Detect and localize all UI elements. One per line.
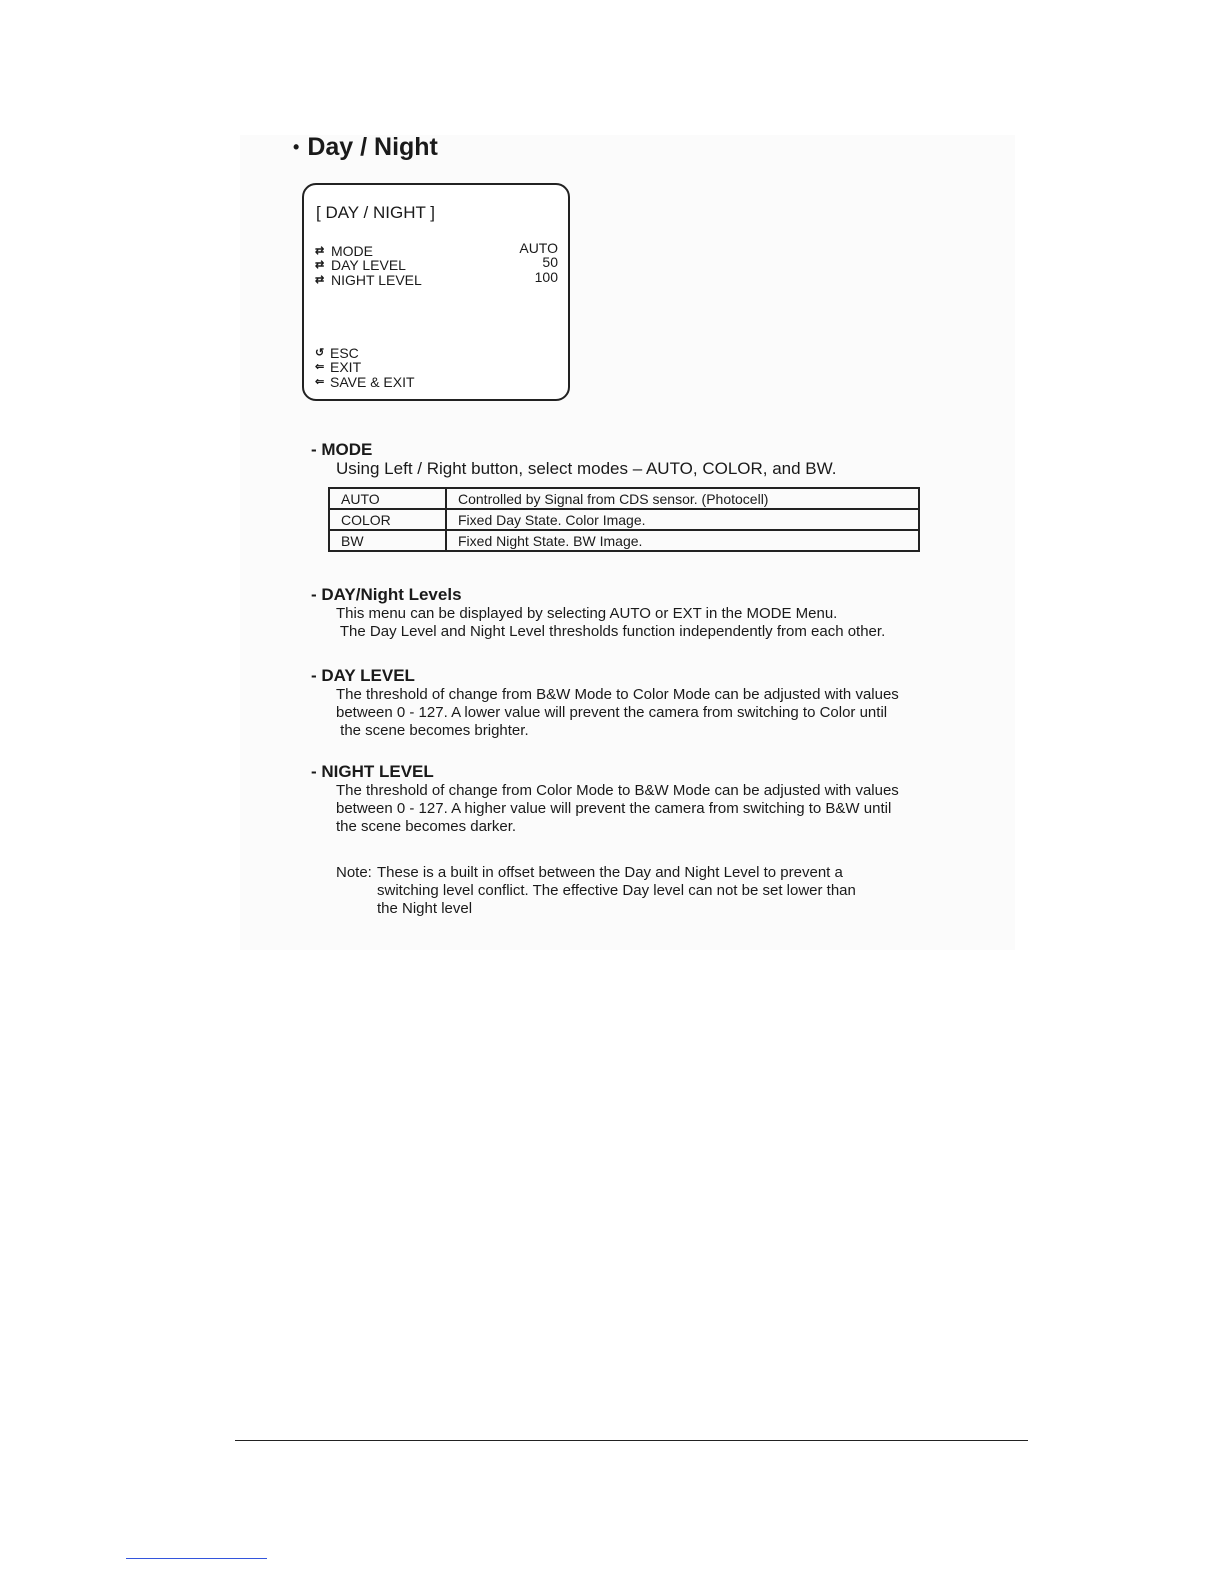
paragraph-line: The threshold of change from Color Mode to B&W Mode can be adjusted with values xyxy=(336,782,899,799)
return-icon: ↺ xyxy=(315,347,325,359)
note-line: switching level conflict. The effective Day level can not be set lower than xyxy=(377,882,856,899)
osd-footer-label: EXIT xyxy=(330,358,362,375)
mode-table xyxy=(328,487,920,552)
osd-menu-title: [ DAY / NIGHT ] xyxy=(316,203,436,222)
levels-heading: - DAY/Night Levels xyxy=(311,585,462,604)
levels-paragraph xyxy=(336,605,885,641)
title-bullet: • xyxy=(293,137,300,157)
table-cell-description: Controlled by Signal from CDS sensor. (Photocell) xyxy=(446,488,919,509)
table-cell-mode: COLOR xyxy=(329,509,446,530)
paragraph-line: the scene becomes brighter. xyxy=(336,722,529,739)
note-line: the Night level xyxy=(377,900,473,917)
table-row xyxy=(329,509,919,530)
note-block xyxy=(336,864,856,918)
osd-row-night-level xyxy=(315,268,558,288)
night-level-paragraph xyxy=(336,782,899,836)
note-line: These is a built in offset between the Day and Night Level to prevent a xyxy=(377,864,843,881)
left-right-arrows-icon: ⇄ xyxy=(315,274,325,286)
mode-heading: - MODE xyxy=(311,440,373,459)
table-row xyxy=(329,488,919,509)
note-body xyxy=(377,864,856,918)
osd-footer-exit xyxy=(315,359,361,374)
day-level-paragraph xyxy=(336,686,899,740)
osd-row-value: 100 xyxy=(534,268,558,285)
osd-footer-label: SAVE & EXIT xyxy=(330,373,415,390)
day-level-heading: - DAY LEVEL xyxy=(311,666,415,685)
osd-footer-save-exit xyxy=(315,374,415,389)
osd-row-label: NIGHT LEVEL xyxy=(331,271,422,288)
title-text: Day / Night xyxy=(307,133,438,161)
paragraph-line: The Day Level and Night Level thresholds function independently from each other. xyxy=(336,623,886,640)
night-level-heading: - NIGHT LEVEL xyxy=(311,762,434,781)
left-right-arrows-icon: ⇄ xyxy=(315,245,325,257)
osd-row-label: DAY LEVEL xyxy=(331,256,406,273)
table-cell-description: Fixed Day State. Color Image. xyxy=(446,509,919,530)
osd-row-value: AUTO xyxy=(519,239,558,256)
osd-menu-screen xyxy=(302,183,570,401)
left-right-arrows-icon: ⇄ xyxy=(315,259,325,271)
osd-row-value: 50 xyxy=(542,253,558,270)
osd-footer-label: ESC xyxy=(330,344,359,361)
osd-row-day-level xyxy=(315,253,558,273)
osd-row-label: MODE xyxy=(331,242,373,259)
paragraph-line: This menu can be displayed by selecting AUTO or EXT in the MODE Menu. xyxy=(336,605,838,622)
table-row xyxy=(329,530,919,551)
paragraph-line: between 0 - 127. A higher value will prevent the camera from switching to B&W until xyxy=(336,800,892,817)
exit-arrow-icon: ⇐ xyxy=(315,361,325,373)
table-cell-mode: BW xyxy=(329,530,446,551)
mode-intro-line: Using Left / Right button, select modes – AUTO, COLOR, and BW. xyxy=(336,459,837,478)
paragraph-line: between 0 - 127. A lower value will prevent the camera from switching to Color until xyxy=(336,704,888,721)
section-title xyxy=(293,133,438,162)
mode-intro xyxy=(336,460,836,478)
table-cell-mode: AUTO xyxy=(329,488,446,509)
exit-arrow-icon: ⇐ xyxy=(315,376,325,388)
table-cell-description: Fixed Night State. BW Image. xyxy=(446,530,919,551)
paragraph-line: The threshold of change from B&W Mode to Color Mode can be adjusted with values xyxy=(336,686,899,703)
footer-link-underline xyxy=(126,1558,267,1559)
note-label: Note: xyxy=(336,864,372,881)
footer-divider xyxy=(235,1440,1028,1441)
paragraph-line: the scene becomes darker. xyxy=(336,818,517,835)
